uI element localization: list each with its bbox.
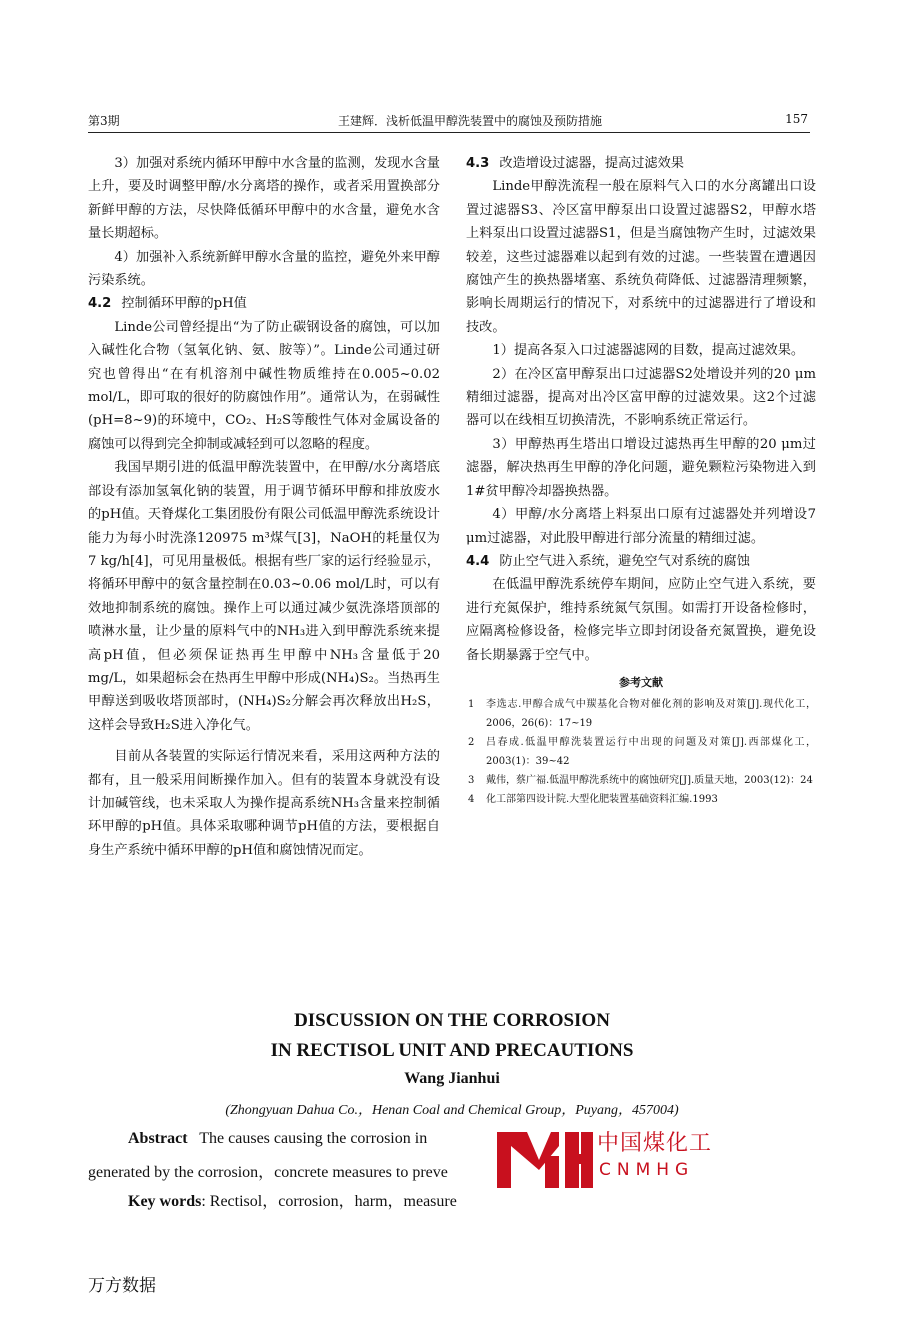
reference-number: 2 <box>468 736 475 748</box>
reference-item <box>466 733 816 771</box>
reference-number: 3 <box>468 774 475 786</box>
english-author: Wang Jianhui <box>404 1070 500 1087</box>
running-title: 王建辉．浅析低温甲醇洗装置中的腐蚀及预防措施 <box>338 114 603 128</box>
section-number: 4.3 <box>466 156 490 171</box>
page-number: 157 <box>785 112 808 126</box>
paragraph: 4）甲醇/水分离塔上料泵出口原有过滤器处并列增设7 μm过滤器，对此股甲醇进行部分流量的精细过滤。 <box>466 507 816 546</box>
section-heading <box>466 550 816 573</box>
paragraph: 1）提高各泵入口过滤器滤网的目数，提高过滤效果。 <box>492 343 805 359</box>
section-heading <box>88 292 440 315</box>
section-title: 改造增设过滤器，提高过滤效果 <box>499 156 684 171</box>
reference-text: 李选志.甲醇合成气中羰基化合物对催化剂的影响及对策[J].现代化工，2006，26(6)：17~19 <box>486 698 816 729</box>
references-title: 参考文献 <box>619 675 663 689</box>
left-column <box>88 152 440 862</box>
running-header <box>88 110 810 133</box>
english-affiliation: (Zhongyuan Dahua Co.，Henan Coal and Chemical Group，Puyang，457004) <box>225 1103 679 1118</box>
section-title: 控制循环甲醇的pH值 <box>121 296 247 312</box>
reference-item <box>466 790 816 809</box>
watermark-latin: CNMHG <box>599 1160 695 1180</box>
paragraph: Linde公司曾经提出“为了防止碳钢设备的腐蚀，可以加入碱性化合物（氢氧化钠、氨、胺等）”。Linde公司通过研究也曾得出“在有机溶剂中碱性物质维持在0.005~0.02 mol/L，即可取的很好的防腐蚀作用”。通常认为，在弱碱性(pH=8~9)的环境中，CO₂、H₂S等酸性气体对金属设备的腐蚀可以得到完全抑制或减轻到可以忽略的程度。 <box>88 319 440 452</box>
reference-list <box>466 695 816 809</box>
issue-number: 第3期 <box>88 114 120 128</box>
abstract-label: Abstract <box>128 1130 188 1147</box>
section-number: 4.2 <box>88 296 112 312</box>
section-number: 4.4 <box>466 553 490 569</box>
watermark-logo <box>495 1126 825 1192</box>
watermark-logo-mark-icon <box>497 1130 593 1188</box>
section-heading <box>466 152 816 175</box>
english-title-line-1: DISCUSSION ON THE CORROSION <box>294 1010 610 1031</box>
abstract-text: generated by the corrosion，concrete measures to preve <box>88 1164 448 1181</box>
reference-number: 1 <box>468 698 475 710</box>
footer-source: 万方数据 <box>88 1276 156 1296</box>
keywords-label: Key words <box>128 1193 202 1210</box>
paragraph: 3）甲醇热再生塔出口增设过滤热再生甲醇的20 μm过滤器，解决热再生甲醇的净化问题，避免颗粒污染物进入到1#贫甲醇冷却器换热器。 <box>466 436 816 499</box>
paragraph: 我国早期引进的低温甲醇洗装置中，在甲醇/水分离塔底部设有添加氢氧化钠的装置，用于调节循环甲醇和排放废水的pH值。天脊煤化工集团股份有限公司低温甲醇洗系统设计能力为每小时洗涤120975 m³煤气[3]，NaOH的耗量仅为7 kg/h[4]，可见用量极低。根据有些厂家的运行经验显示，将循环甲醇中的氨含量控制在0.03~0.06 mol/L时，可以有效地抑制系统的腐蚀。操作上可以通过减少氨洗涤塔顶部的喷淋水量，让少量的原料气中的NH₃进入到甲醇洗系统来提高pH值，但必须保证热再生甲醇中NH₃含量低于20 mg/L，如果超标会在热再生甲醇中形成(NH₄)S₂。当热再生甲醇送到吸收塔顶部时，(NH₄)S₂分解会再次释放出H₂S，这样会导致H₂S进入净化气。 <box>88 460 440 733</box>
paragraph: 在低温甲醇洗系统停车期间，应防止空气进入系统，要进行充氮保护，维持系统氮气氛围。如需打开设备检修时，应隔离检修设备，检修完毕立即封闭设备充氮置换，避免设备长期暴露于空气中。 <box>466 577 816 663</box>
keywords-text: Rectisol，corrosion，harm，measure <box>209 1193 457 1210</box>
right-column <box>466 152 816 809</box>
paragraph: Linde甲醇洗流程一般在原料气入口的水分离罐出口设置过滤器S3、冷区富甲醇泵出口设置过滤器S2，甲醇水塔上料泵出口设置过滤器S1，但是当腐蚀物产生时，过滤效果较差，这些过滤器难以起到有效的过滤。一些装置在遭遇因腐蚀产生的换热器堵塞、系统负荷降低、过滤器清理频繁，影响长周期运行的情况下，对系统中的过滤器进行了增设和技改。 <box>466 179 816 335</box>
reference-text: 吕春成.低温甲醇洗装置运行中出现的问题及对策[J].西部煤化工，2003(1)：39~42 <box>486 736 816 767</box>
reference-text: 戴伟，蔡广福.低温甲醇洗系统中的腐蚀研究[J].质量天地，2003(12)：24 <box>486 774 813 786</box>
paragraph: 2）在冷区富甲醇泵出口过滤器S2处增设并列的20 μm精细过滤器，提高对出冷区富甲醇的过滤效果。这2个过滤器可以在线相互切换清洗，不影响系统正常运行。 <box>466 366 816 429</box>
section-title: 防止空气进入系统，避免空气对系统的腐蚀 <box>499 553 750 569</box>
reference-item <box>466 771 816 790</box>
paragraph: 4）加强补入系统新鲜甲醇水含量的监控，避免外来甲醇污染系统。 <box>88 249 440 289</box>
paragraph: 3）加强对系统内循环甲醇中水含量的监测，发现水含量上升，要及时调整甲醇/水分离塔的操作，或者采用置换部分新鲜甲醇的方法，尽快降低循环甲醇中的水含量，避免水含量长期超标。 <box>88 156 440 242</box>
english-title-line-2: IN RECTISOL UNIT AND PRECAUTIONS <box>270 1040 634 1061</box>
reference-text: 化工部第四设计院.大型化肥装置基础资料汇编.1993 <box>486 793 718 805</box>
keywords-line: Key words: Rectisol，corrosion，harm，measure <box>128 1193 457 1210</box>
watermark-chinese: 中国煤化工 <box>597 1131 713 1156</box>
abstract-text: The causes causing the corrosion in <box>199 1130 428 1147</box>
reference-item <box>466 695 816 733</box>
reference-number: 4 <box>468 793 475 805</box>
paragraph: 目前从各装置的实际运行情况来看，采用这两种方法的都有，且一般采用间断操作加入。但有的装置本身就没有设计加碱管线，也未采取人为操作提高系统NH₃含量来控制循环甲醇的pH值。具体采取哪种调节pH值的方法，要根据自身生产系统中循环甲醇的pH值和腐蚀情况而定。 <box>88 749 440 858</box>
